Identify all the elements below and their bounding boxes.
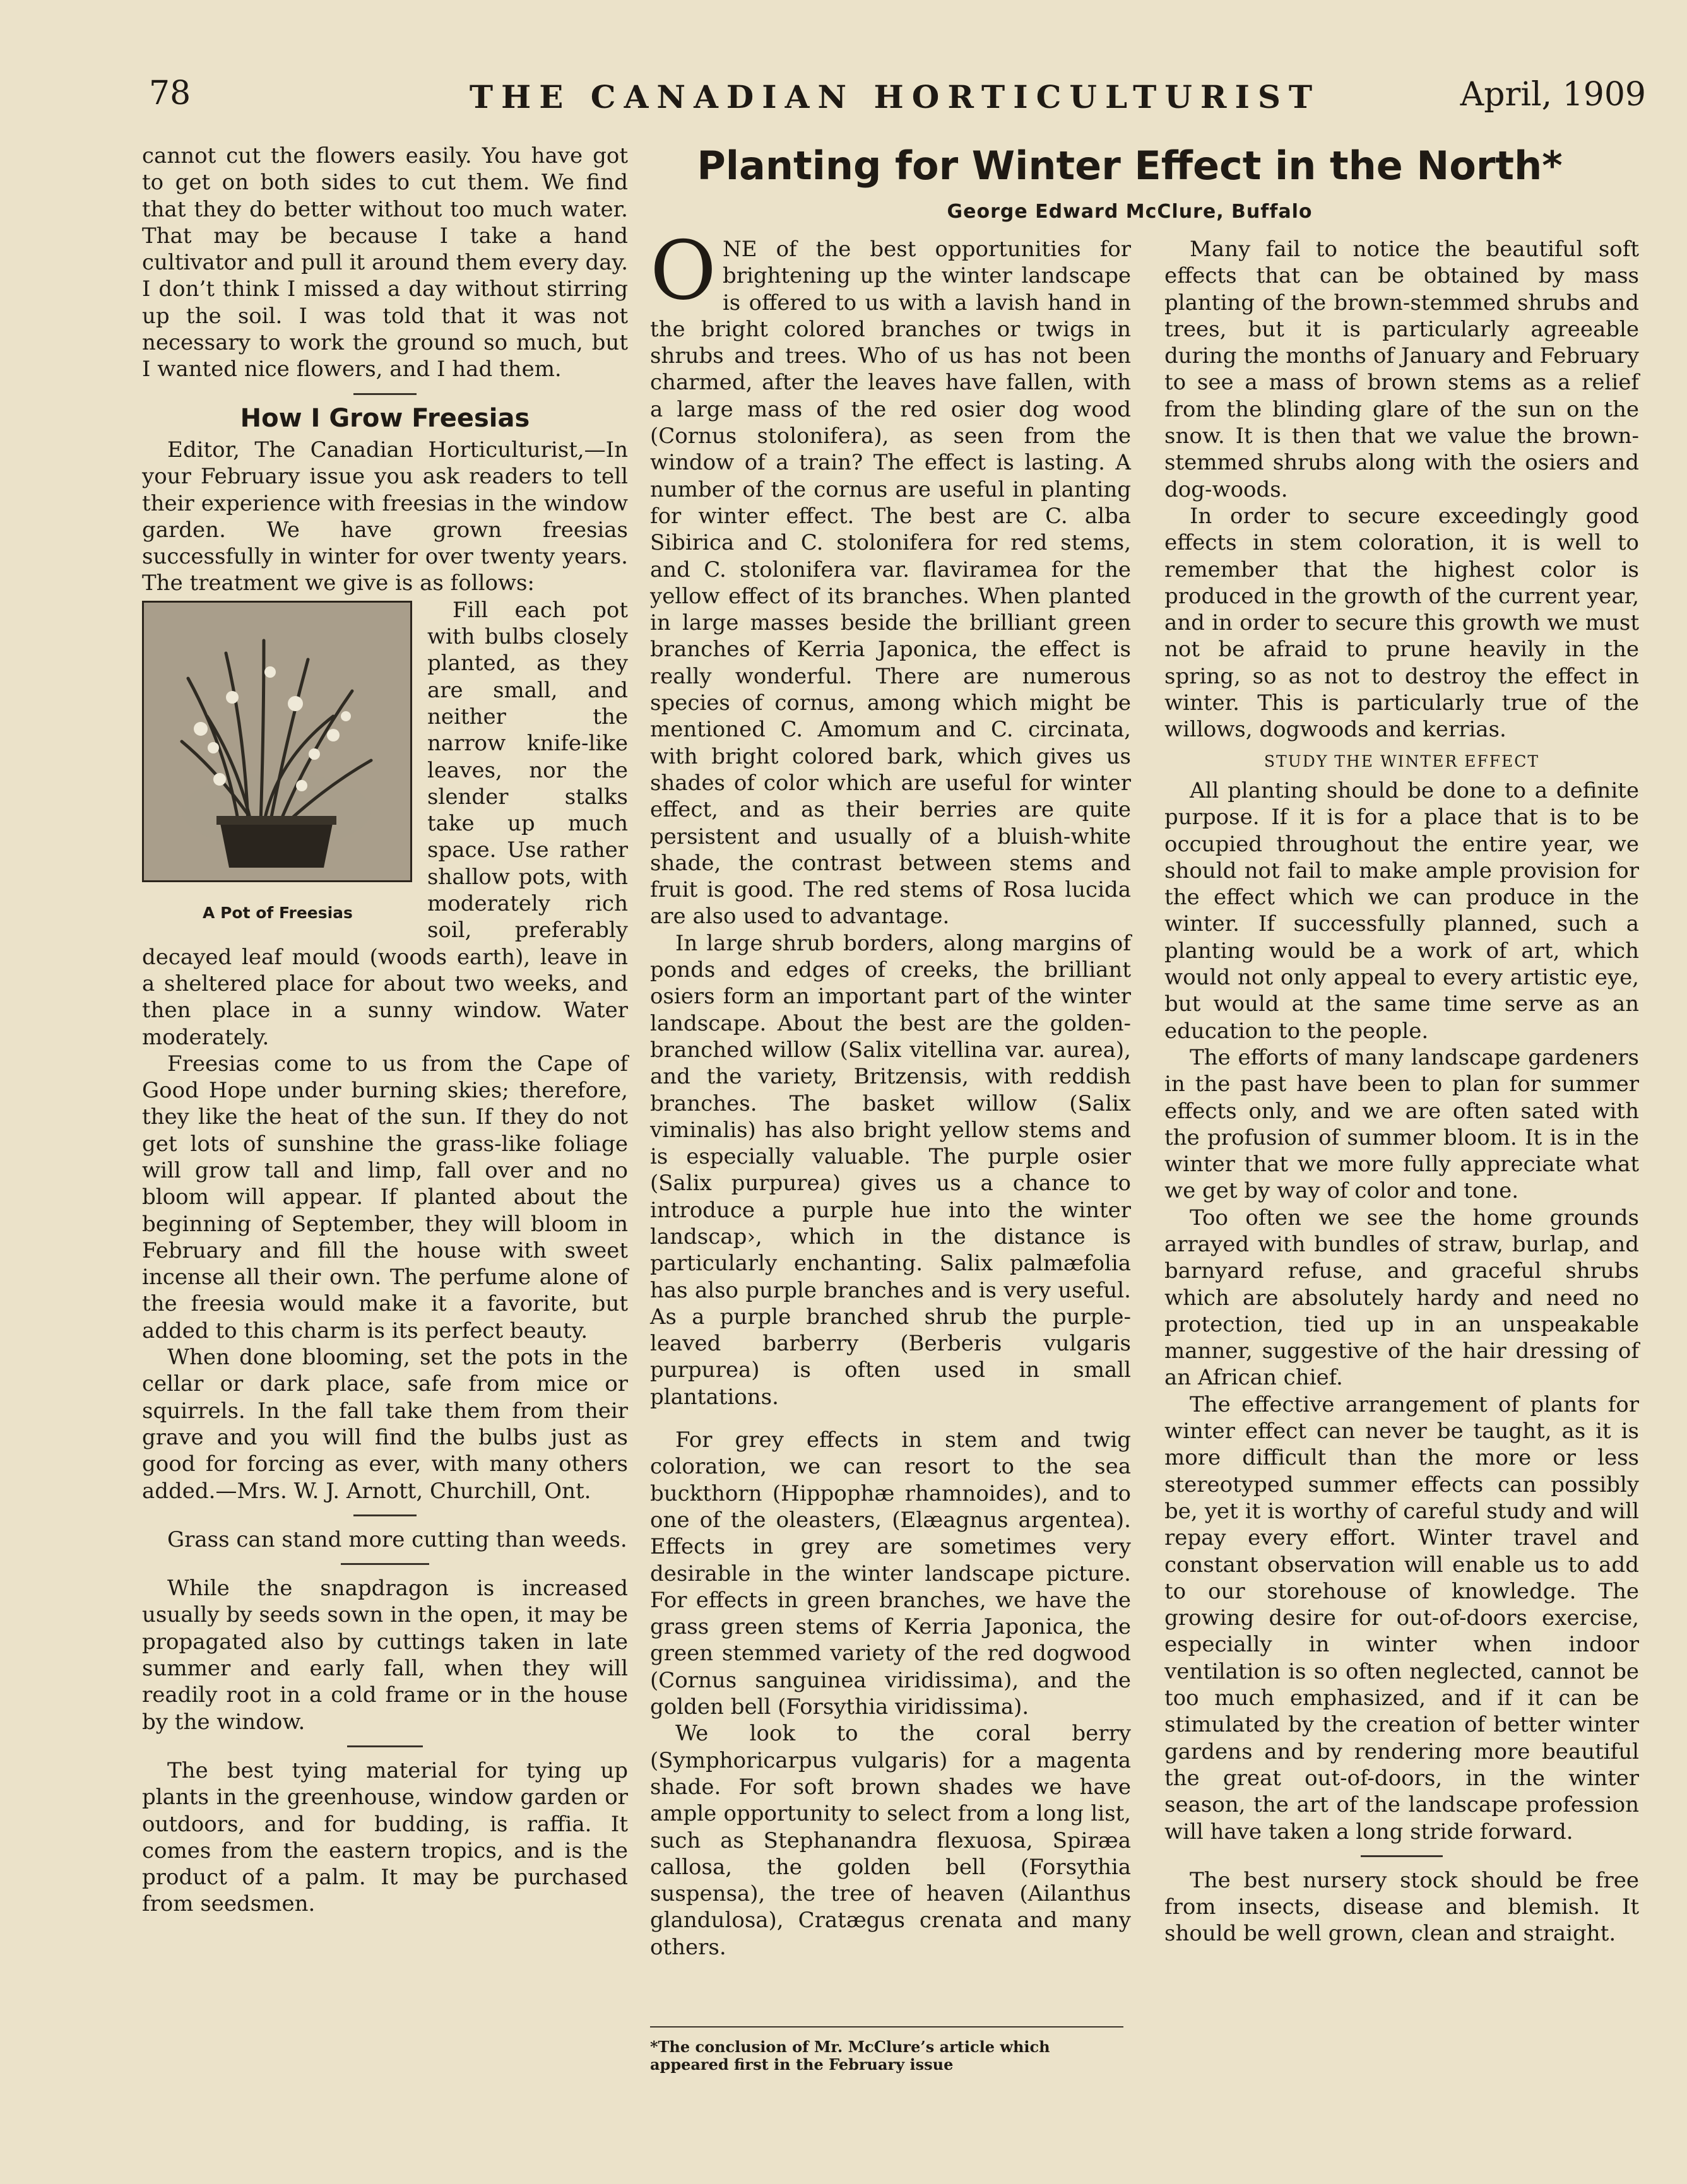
- divider: [353, 1514, 417, 1516]
- note-nursery: The best nursery stock should be free from insects, disease and blemish. It should be well grown, clean and straight.: [1164, 1867, 1639, 1947]
- drop-cap: O: [650, 224, 716, 318]
- article-paragraph-4: We look to the coral berry (Symphoricarpus vulgaris) for a magenta shade. For soft brown shades we have ample opportunity to select from a long list, such as Stephanandra flexuosa, Spiræa callosa, the golden bell (Forsythia suspensa), the tree of heaven (Ailanthus glandulosa), Cratægus crenata and many others.: [650, 1721, 1131, 1960]
- divider: [341, 1563, 429, 1565]
- article-paragraph-8: The efforts of many landscape gardeners in the past have been to plan for summer effects only, and we are often sated with the profusion of summer bloom. It is in the winter that we more fully appreciate what we get by way of color and tone.: [1164, 1044, 1639, 1204]
- page-number: 78: [149, 74, 191, 112]
- article-paragraph-2: In large shrub borders, along margins of ponds and edges of creeks, the brilliant osiers form an important part of the winter landscape. About the best are the golden-branched willow (Salix vitellina var. aurea), and the variety, Britzensis, with reddish branches. The basket willow (Salix viminalis) has also bright yellow stems and is especially valuable. The purple osier (Salix purpurea) gives us a chance to introduce a purple hue into the winter landscap›, which in the distance is particularly enchanting. Salix palmæfolia has also purple branches and is very useful. As a purple branched shrub the purple-leaved barberry (Berberis vulgaris purpurea) is often used in small plantations.: [650, 930, 1131, 1410]
- article-title: Planting for Winter Effect in the North*: [697, 143, 1563, 189]
- freesias-paragraph-4: When done blooming, set the pots in the cellar or dark place, safe from mice or squirrels. In the fall take them from their grave and you will find the bulbs just as good for forcing as ever, with many others added.—Mrs. W. J. Arnott, Churchill, Ont.: [142, 1345, 628, 1504]
- note-raffia: The best tying material for tying up plants in the greenhouse, window garden or outdoors, and for budding, is raffia. It comes from the eastern tropics, and is the product of a palm. It may be purchased from seedsmen.: [142, 1757, 628, 1917]
- magazine-title: THE CANADIAN HORTICULTURIST: [469, 78, 1321, 115]
- column-left: [142, 143, 628, 1918]
- divider: [353, 393, 417, 395]
- freesia-photo: [142, 601, 412, 882]
- divider: [1361, 1855, 1443, 1857]
- column-middle: [650, 224, 1131, 1961]
- article-paragraph-1: ONE of the best opportunities for brightening up the winter landscape is offered to us with a lavish hand in the bright colored branches or twigs in shrubs and trees. Who of us has not been charmed, after the leaves have fallen, with a large mass of the red osier dog wood (Cornus stolonifera), as seen from the window of a train? The effect is lasting. A number of the cornus are useful in planting for winter effect. The best are C. alba Sibirica and C. stolonifera for red stems, and C. stolonifera var. flaviramea for the yellow effect of its branches. When planted in large masses beside the brilliant green branches of Kerria Japonica, the effect is really wonderful. There are numerous species of cornus, among which might be mentioned C. Amomum and C. circinata, with bright colored bark, which gives us shades of color which are useful for winter effect, and as their berries are quite persistent and usually of a bluish-white shade, the contrast between stems and fruit is good. The red stems of Rosa lucida are also used to advantage.: [650, 224, 1131, 930]
- note-grass: Grass can stand more cutting than weeds.: [167, 1526, 627, 1552]
- article-paragraph-6: In order to secure exceedingly good effects in stem coloration, it is well to remember that the highest color is produced in the growth of the current year, and in order to secure this growth we must not be afraid to prune heavily in the spring, so as not to destroy the effect in winter. This is particularly true of the willows, dogwoods and kerrias.: [1164, 503, 1639, 743]
- photo-caption: A Pot of Freesias: [203, 903, 353, 922]
- subheading: STUDY THE WINTER EFFECT: [1264, 752, 1540, 770]
- divider: [347, 1745, 423, 1747]
- freesias-paragraph-2: Fill each pot with bulbs closely planted, as they are small, and neither the narrow knife-like leaves, nor the slender stalks take up much space. Use rather shallow pots, with moderately rich soil, preferably decayed leaf mould (woods earth), leave in a sheltered place for about two weeks, and then place in a sunny window. Water moderately.: [142, 597, 628, 1050]
- article-paragraph-10: The effective arrangement of plants for winter effect can never be taught, as it is more difficult than the more or less stereotyped summer effects can possibly be, yet it is worthy of careful study and will repay every effort. Winter travel and constant observation will enable us to add to our storehouse of knowledge. The growing desire for out-of-doors exercise, especially in winter when indoor ventilation is so often neglected, cannot be too much emphasized, and if it can be stimulated by the creation of better winter gardens and by rendering more beautiful the great out-of-doors, in the winter season, the art of the landscape profession will have taken a long stride forward.: [1164, 1391, 1639, 1845]
- note-snapdragon: While the snapdragon is increased usually by seeds sown in the open, it may be propagated also by cuttings taken in late summer and early fall, when they will readily root in a cold frame or in the house by the window.: [142, 1576, 628, 1735]
- footnote-rule: [650, 2026, 1123, 2028]
- article-paragraph-3: For grey effects in stem and twig coloration, we can resort to the sea buckthorn (Hippophæ rhamnoides), and to one of the oleasters, (Elæagnus argentea). Effects in grey are sometimes very desirable in the winter landscape picture. For effects in green branches, we have the grass green stems of Kerria Japonica, the green stemmed variety of the red dogwood (Cornus sanguinea viridissima), and the golden bell (Forsythia viridissima).: [650, 1427, 1131, 1720]
- freesias-paragraph-3: Freesias come to us from the Cape of Good Hope under burning skies; therefore, they like the heat of the sun. If they do not get lots of sunshine the grass-like foliage will grow tall and limp, fall over and no bloom will appear. If planted about the beginning of September, they will bloom in February and fill the house with sweet incense all their own. The perfume alone of the freesia would make it a favorite, but added to this charm is its perfect beauty.: [142, 1051, 628, 1343]
- freesias-heading: How I Grow Freesias: [240, 403, 530, 433]
- issue-date: April, 1909: [1460, 76, 1646, 114]
- column-right: [1164, 236, 1639, 1947]
- article-paragraph-7: All planting should be done to a definite purpose. If it is for a place that is to be occupied throughout the entire year, we should not fail to make ample provision for the effect which we can produce in the winter. If successfully planned, such a planting would be a work of art, which would not only appeal to every artistic eye, but would at the same time serve as an education to the people.: [1164, 777, 1639, 1044]
- freesias-intro: Editor, The Canadian Horticulturist,—In your February issue you ask readers to tell their experience with freesias in the window garden. We have grown freesias successfully in winter for over twenty years. The treatment we give is as follows:: [142, 437, 628, 596]
- continued-text: cannot cut the flowers easily. You have got to get on both sides to cut them. We find that they do better without too much water. That may be because I take a hand cultivator and pull it around them every day. I don’t think I missed a day without stirring up the soil. I was told that it was not necessary to work the ground so much, but I wanted nice flowers, and I had them.: [142, 143, 628, 382]
- article-paragraph-5: Many fail to notice the beautiful soft effects that can be obtained by mass planting of the brown-stemmed shrubs and trees, but it is particularly agreeable during the months of January and February to see a mass of brown stems as a relief from the blinding glare of the sun on the snow. It is then that we value the brown-stemmed shrubs along with the osiers and dog-woods.: [1164, 237, 1639, 502]
- article-paragraph-9: Too often we see the home grounds arrayed with bundles of straw, burlap, and barnyard refuse, and graceful shrubs which are absolutely hardy and need no protection, tied up in an unspeakable manner, suggestive of the hair dressing of an African chief.: [1164, 1205, 1639, 1391]
- footnote: *The conclusion of Mr. McClure’s article which appeared first in the February issue: [650, 2038, 1050, 2074]
- page-header: [144, 74, 1646, 125]
- article-byline: George Edward McClure, Buffalo: [947, 201, 1313, 223]
- freesia-photo-figure: [142, 601, 413, 941]
